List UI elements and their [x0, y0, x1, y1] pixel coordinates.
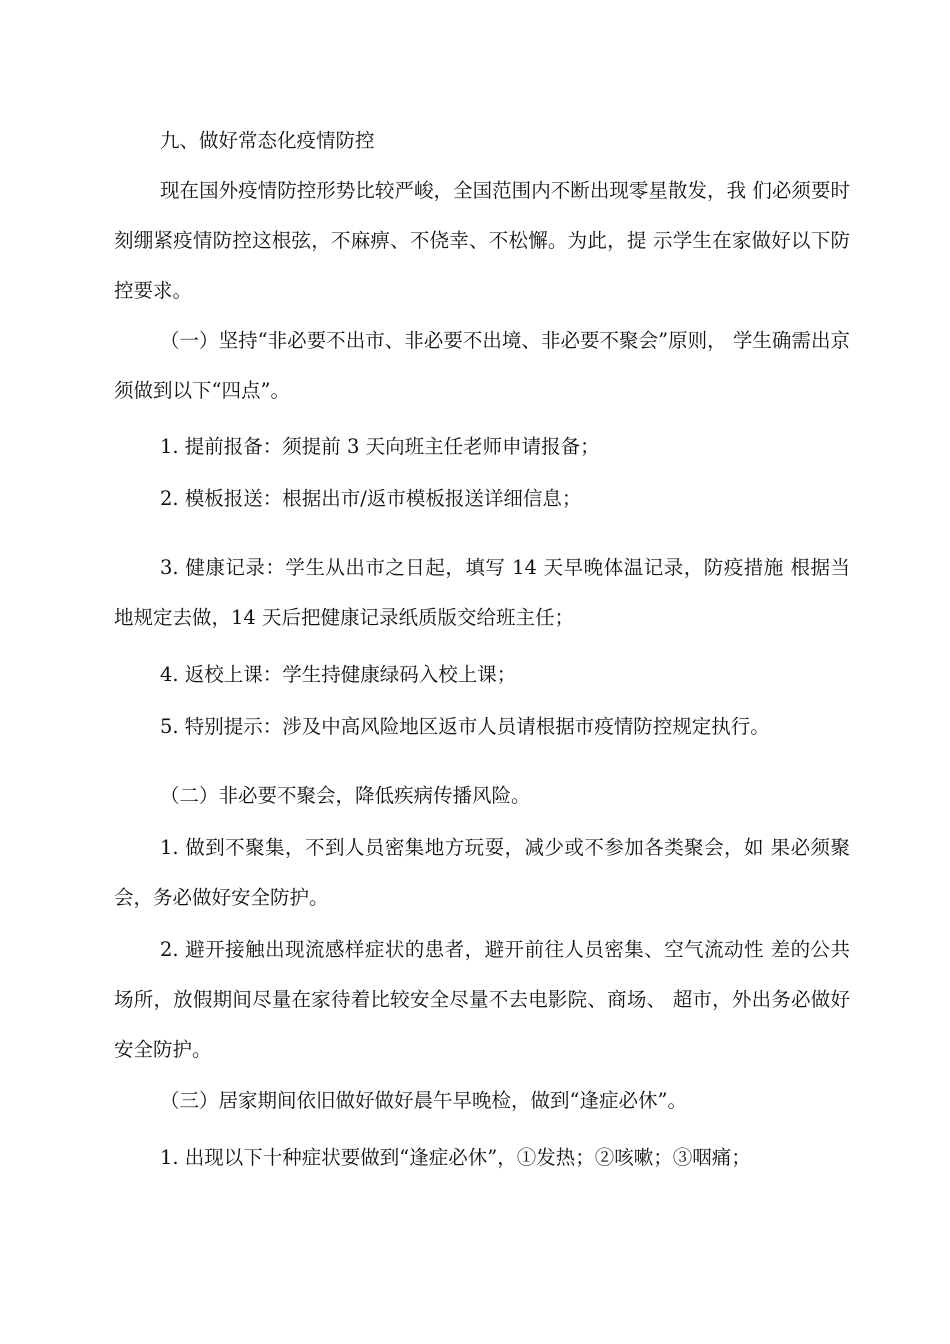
section1-item-3: 3. 健康记录：学生从出市之日起，填写 14 天早晚体温记录，防疫措施 根据当地规定去做，14 天后把健康记录纸质版交给班主任； — [114, 556, 850, 629]
section1-item-4: 4. 返校上课：学生持健康绿码入校上课； — [160, 663, 517, 686]
intro-paragraph: 现在国外疫情防控形势比较严峻，全国范围内不断出现零星散发，我 们必须要时刻绷紧疫情防控这根弦，不麻痹、不侥幸、不松懈。为此，提 示学生在家做好以下防控要求。 — [114, 179, 850, 302]
section2-title: （二）非必要不聚会，降低疾病传播风险。 — [160, 784, 531, 807]
section1-item-5: 5. 特别提示：涉及中高风险地区返市人员请根据市疫情防控规定执行。 — [160, 715, 770, 738]
section3-item-1: 1. 出现以下十种症状要做到“逢症必休”，①发热；②咳嗽；③咽痛； — [160, 1146, 751, 1169]
section3-title: （三）居家期间依旧做好做好晨午早晚检，做到“逢症必休”。 — [160, 1089, 687, 1112]
section1-title: （一）坚持“非必要不出市、非必要不出境、非必要不聚会”原则， 学生确需出京须做到以下“四点”。 — [114, 329, 850, 402]
section2-item-2: 2. 避开接触出现流感样症状的患者，避开前往人员密集、空气流动性 差的公共场所，放假期间尽量在家待着比较安全尽量不去电影院、商场、 超市，外出务必做好安全防护。 — [114, 938, 850, 1061]
section2-item-1: 1. 做到不聚集，不到人员密集地方玩耍，减少或不参加各类聚会，如 果必须聚会，务必做好安全防护。 — [114, 836, 850, 909]
section-heading: 九、做好常态化疫情防控 — [160, 129, 375, 152]
section1-item-2: 2. 模板报送：根据出市/返市模板报送详细信息； — [160, 487, 582, 510]
section1-item-1: 1. 提前报备：须提前 3 天向班主任老师申请报备； — [160, 435, 600, 458]
